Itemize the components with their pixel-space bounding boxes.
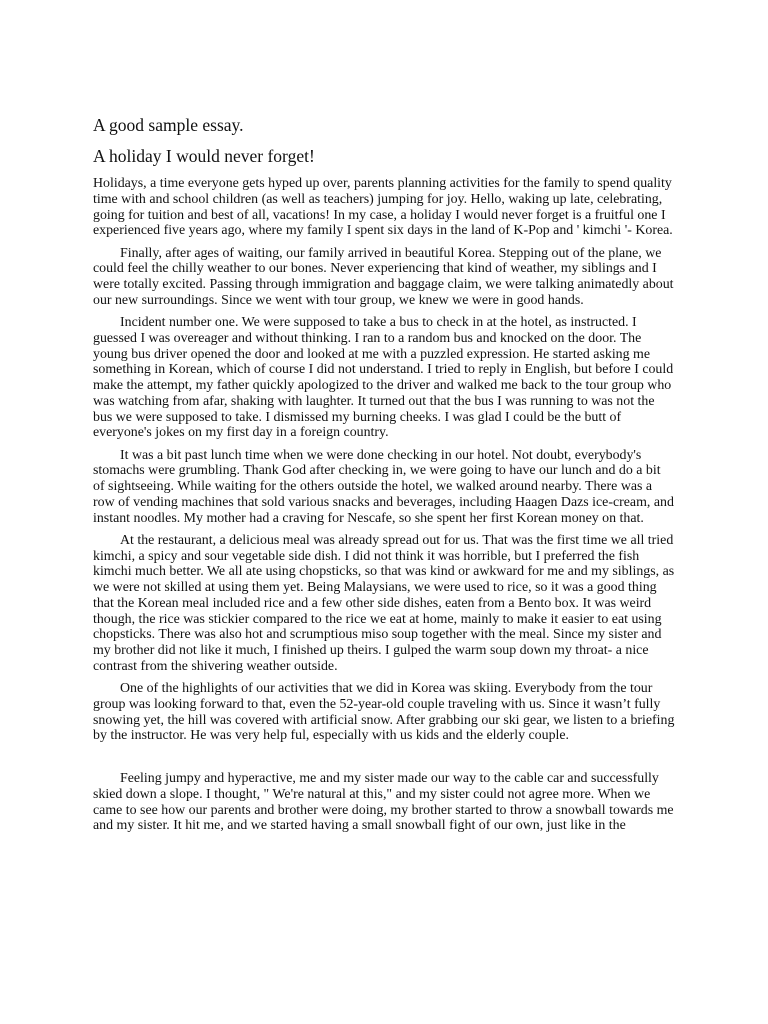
- paragraph-hotel: It was a bit past lunch time when we were done checking in our hotel. Not doubt, everybody's stomachs were grumbling. Thank God after checking in, we were going to have our lunch and do a bit of sightseeing. While waiting for the others outside the hotel, we walked around nearby. There was a row of vending machines that sold various snacks and beverages, including Haagen Dazs ice-cream, and instant noodles. My mother had a craving for Nescafe, so she spent her first Korean money on that.: [93, 447, 674, 526]
- essay-label: A good sample essay.: [93, 115, 244, 135]
- paragraph-intro: Holidays, a time everyone gets hyped up over, parents planning activities for the family to spend quality time with and school children (as well as teachers) jumping for joy. Hello, waking up late, celebrating, going for tuition and best of all, vacations! In my case, a holiday I would never forget is a fruitful one I experienced five years ago, where my family I spent six days in the land of K-Pop and ' kimchi '- Korea.: [93, 176, 673, 239]
- essay-title: A holiday I would never forget!: [93, 146, 315, 166]
- paragraph-snowball: Feeling jumpy and hyperactive, me and my sister made our way to the cable car and successfully skied down a slope. I thought, " We're natural at this," and my sister could not agree more. When we came to see how our parents and brother were doing, my brother started to throw a snowball towards me and my sister. It hit me, and we started having a small snowball fight of our own, just like in the: [93, 771, 674, 834]
- paragraph-bus-incident: Incident number one. We were supposed to take a bus to check in at the hotel, as instructed. I guessed I was overeager and without thinking. I ran to a random bus and knocked on the door. The young bus driver opened the door and looked at me with a puzzled expression. He started asking me something in Korean, which of course I did not understand. I tried to reply in English, but before I could make the attempt, my father quickly apologized to the driver and walked me back to the tour group who was watching from afar, shaking with laughter. It turned out that the bus I was running to was not the bus we were supposed to take. I dismissed my burning cheeks. I was glad I could be the butt of everyone's jokes on my first day in a foreign country.: [93, 315, 674, 441]
- paragraph-restaurant: At the restaurant, a delicious meal was already spread out for us. That was the first time we all tried kimchi, a spicy and sour vegetable side dish. I did not think it was horrible, but I preferred the fish kimchi much better. We all ate using chopsticks, so that was kind or awkward for me and my siblings, as we were not skilled at using them yet. Being Malaysians, we were used to rice, so it was a good thing that the Korean meal included rice and a few other side dishes, eaten from a Bento box. It was weird though, the rice was stickier compared to the rice we eat at home, mainly to make it easier to eat using chopsticks. There was also hot and scrumptious miso soup together with the meal. Since my sister and my brother did not like it much, I finished up theirs. I gulped the warm soup down my throat- a nice contrast from the shivering weather outside.: [93, 532, 675, 674]
- essay-page: [93, 115, 675, 841]
- paragraph-skiing: One of the highlights of our activities that we did in Korea was skiing. Everybody from the tour group was looking forward to that, even the 52-year-old couple traveling with us. Since it wasn’t fully snowing yet, the hill was covered with artificial snow. After grabbing our ski gear, we listen to a briefing by the instructor. He was very help ful, especially with us kids and the elderly couple.: [93, 681, 675, 744]
- paragraph-arrival: Finally, after ages of waiting, our family arrived in beautiful Korea. Stepping out of the plane, we could feel the chilly weather to our bones. Never experiencing that kind of weather, my siblings and I were totally excited. Passing through immigration and baggage claim, we were talking animatedly about our new surroundings. Since we went with tour group, we knew we were in good hands.: [93, 245, 674, 308]
